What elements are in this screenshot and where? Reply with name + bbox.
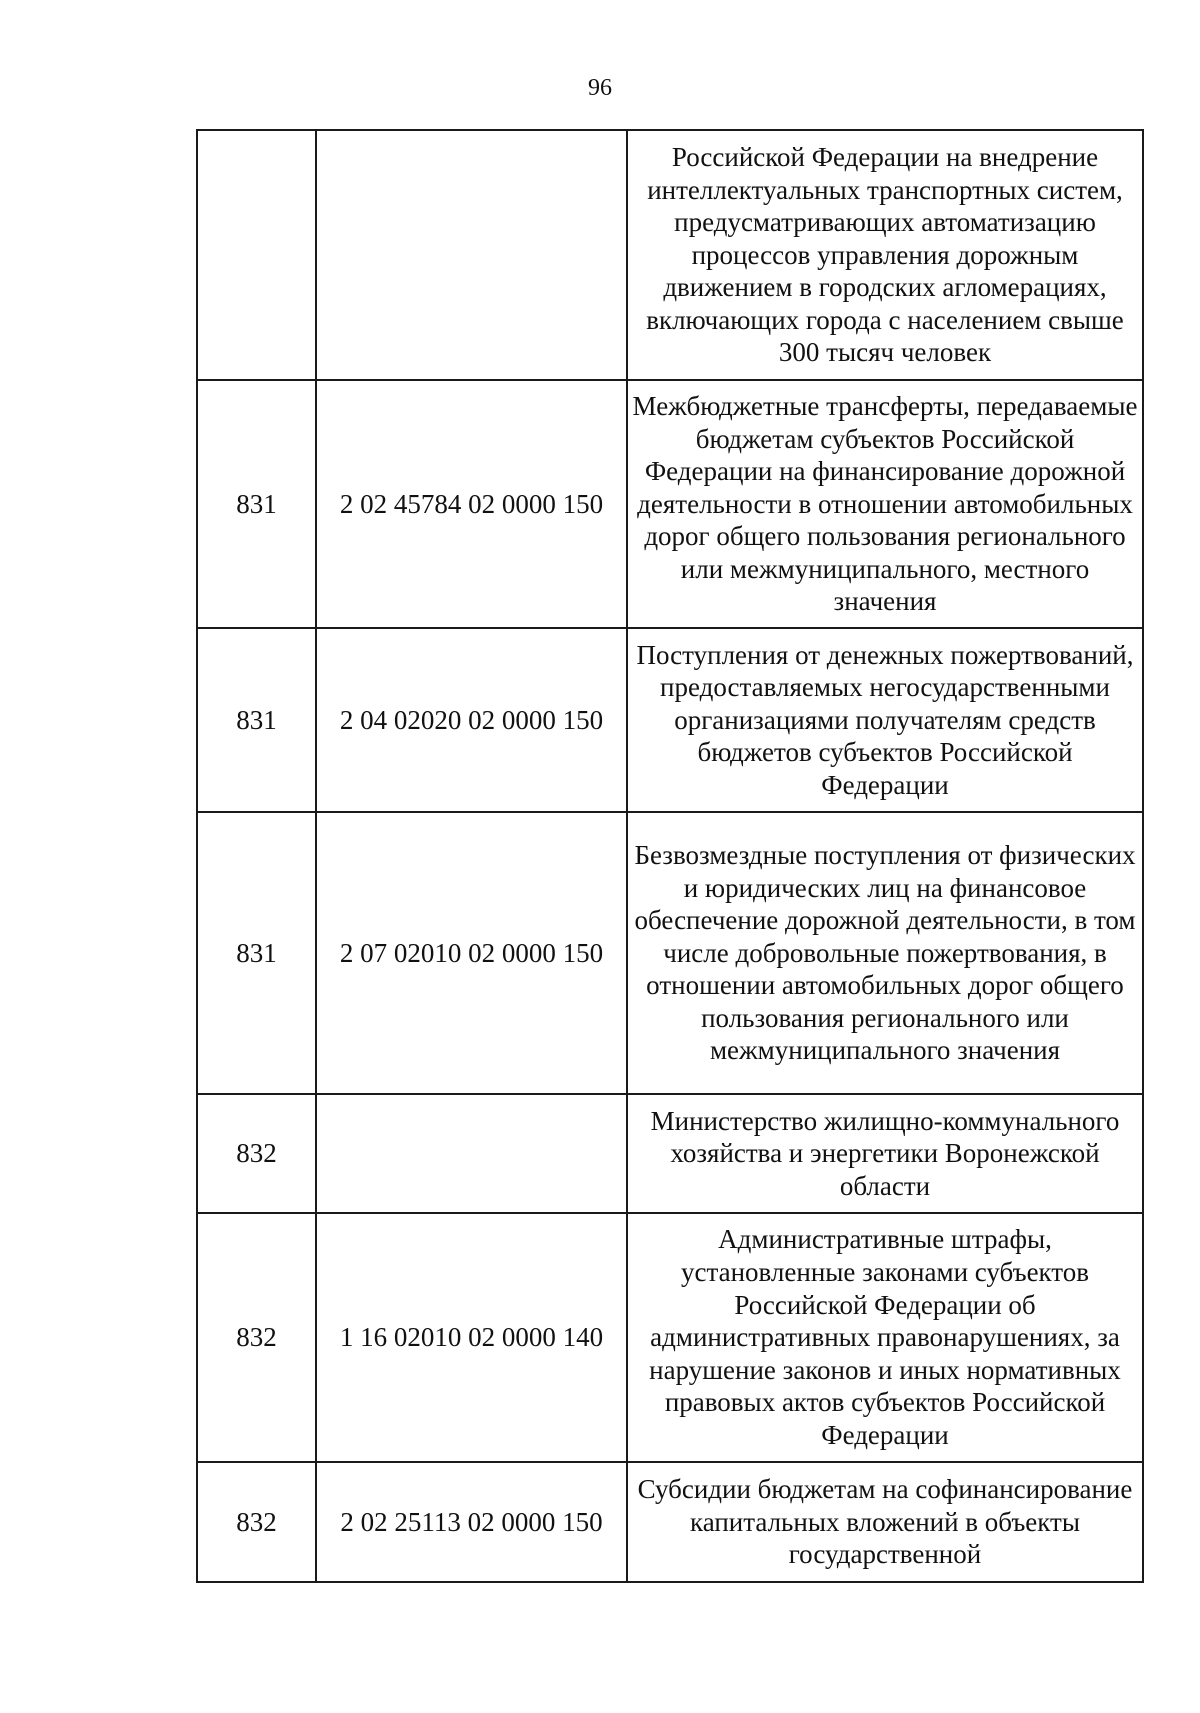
admin-code-cell: 831 xyxy=(197,812,316,1094)
admin-code-cell: 832 xyxy=(197,1462,316,1582)
description-cell: Министерство жилищно-коммунального хозяйства и энергетики Воронежской области xyxy=(627,1094,1143,1213)
description-cell: Безвозмездные поступления от физических и юридических лиц на финансовое обеспечение дорожной деятельности, в том числе добровольные пожертвования, в отношении автомобильных дорог общего пользования регионального или межмуниципального значения xyxy=(627,812,1143,1094)
income-code-cell: 2 02 45784 02 0000 150 xyxy=(316,380,627,628)
admin-code-cell: 831 xyxy=(197,380,316,628)
table-row xyxy=(197,1213,1143,1462)
table-row xyxy=(197,1094,1143,1213)
admin-code-cell: 832 xyxy=(197,1094,316,1213)
income-code-cell: 2 07 02010 02 0000 150 xyxy=(316,812,627,1094)
income-code-cell: 2 02 25113 02 0000 150 xyxy=(316,1462,627,1582)
admin-code-cell: 832 xyxy=(197,1213,316,1462)
income-code-cell: 1 16 02010 02 0000 140 xyxy=(316,1213,627,1462)
income-code-cell xyxy=(316,130,627,380)
description-cell: Межбюджетные трансферты, передаваемые бюджетам субъектов Российской Федерации на финансирование дорожной деятельности в отношении автомобильных дорог общего пользования регионального или межмуниципального, местного значения xyxy=(627,380,1143,628)
description-cell: Административные штрафы, установленные законами субъектов Российской Федерации об административных правонарушениях, за нарушение законов и иных нормативных правовых актов субъектов Российской Федерации xyxy=(627,1213,1143,1462)
admin-code-cell xyxy=(197,130,316,380)
income-code-cell xyxy=(316,1094,627,1213)
table-row xyxy=(197,628,1143,812)
description-cell: Российской Федерации на внедрение интеллектуальных транспортных систем, предусматривающих автоматизацию процессов управления дорожным движением в городских агломерациях, включающих города с населением свыше 300 тысяч человек xyxy=(627,130,1143,380)
table-row xyxy=(197,130,1143,380)
table-row xyxy=(197,1462,1143,1582)
table-row xyxy=(197,380,1143,628)
income-codes-table xyxy=(196,129,1144,1583)
admin-code-cell: 831 xyxy=(197,628,316,812)
table-row xyxy=(197,812,1143,1094)
description-cell: Поступления от денежных пожертвований, предоставляемых негосударственными организациями получателям средств бюджетов субъектов Российской Федерации xyxy=(627,628,1143,812)
page-number: 96 xyxy=(588,75,612,101)
income-code-cell: 2 04 02020 02 0000 150 xyxy=(316,628,627,812)
description-cell: Субсидии бюджетам на софинансирование капитальных вложений в объекты государственной xyxy=(627,1462,1143,1582)
